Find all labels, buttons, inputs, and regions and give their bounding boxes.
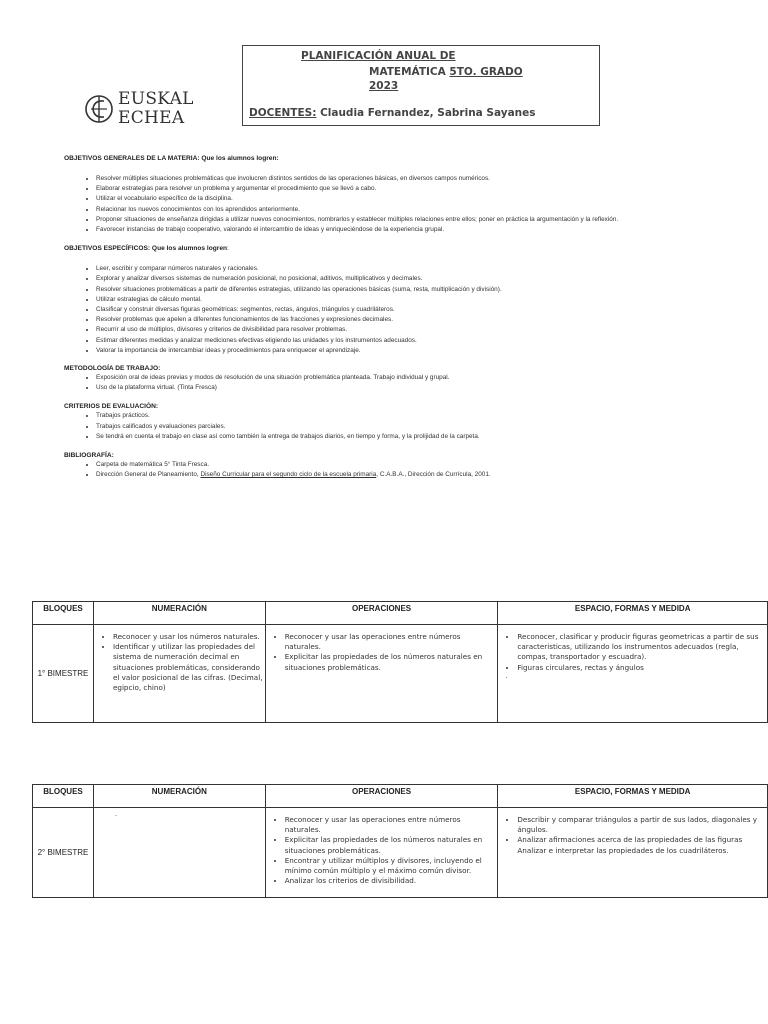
list-item: • Analizar los criterios de divisibilidad.	[285, 876, 497, 886]
col-espacio: ESPACIO, FORMAS Y MEDIDA	[498, 785, 768, 808]
header-box	[242, 45, 600, 126]
list-item: • Relacionar los nuevos conocimientos con los aprendidos anteriormente.	[96, 205, 724, 215]
school-crest-icon	[84, 92, 114, 126]
operaciones-cell	[265, 625, 498, 723]
biblio-text: , C.A.B.A., Dirección de Currícula, 2001.	[376, 471, 491, 479]
metodologia-heading: METODOLOGÍA DE TRABAJO:	[64, 365, 161, 373]
list-item: • Describir y comparar triángulos a partir de sus lados, diagonales y ángulos.	[517, 815, 766, 835]
docentes-label: DOCENTES:	[249, 107, 317, 119]
list-item: • Estimar diferentes medidas y analizar mediciones efectivas eligiendo las unidades y los instrumentos adecuados.	[96, 336, 724, 346]
trailing-dot: .	[505, 672, 508, 680]
header-title-line2	[369, 66, 523, 78]
numeracion-cell	[93, 808, 265, 898]
docentes-names: Claudia Fernandez, Sabrina Sayanes	[320, 107, 536, 119]
list-item: • Resolver problemas que apelen a diferentes funcionamientos de las fracciones y expresiones decimales.	[96, 315, 724, 325]
bibliografia-list	[64, 460, 724, 480]
list-item: • Resolver múltiples situaciones problemáticas que involucren distintos sentidos de las operaciones básicas, en diversos campos numéricos.	[96, 174, 724, 184]
list-item: • Favorecer instancias de trabajo cooperativo, valorando el intercambio de ideas y enriqueciéndose de la experiencia grupal.	[96, 225, 724, 235]
col-operaciones: OPERACIONES	[265, 785, 498, 808]
list-item: • Leer, escribir y comparar números naturales y racionales.	[96, 264, 724, 274]
espacio-cell	[498, 625, 768, 723]
table-row	[33, 625, 768, 723]
list-item: • Identificar y utilizar las propiedades del sistema de numeración decimal en situaciones problemáticas, considerando el valor posicional de las cifras. (Decimal, egipcio, chino)	[113, 642, 264, 693]
list-item: • Trabajos calificados y evaluaciones parciales.	[96, 422, 724, 432]
list-item: • Analizar afirmaciones acerca de las propiedades de las figuras Analizar e interpretar las propiedades de los cuadriláteros.	[517, 835, 766, 855]
objetivos-generales-list	[64, 174, 724, 235]
objetivos-generales-heading: OBJETIVOS GENERALES DE LA MATERIA: Que los alumnos logren:	[64, 155, 279, 162]
list-item: • Utilizar estrategias de cálculo mental.	[96, 295, 724, 305]
planning-content	[64, 155, 724, 480]
list-item: • Proponer situaciones de enseñanza dirigidas a utilizar nuevos conocimientos, nombrarlos y establecer múltiples relaciones entre ellos; poner en práctica la argumentación y la reflexión.	[96, 215, 724, 225]
list-item: • Recurrir al uso de múltiplos, divisores y criterios de divisibilidad para resolver problemas.	[96, 325, 724, 335]
header-subject: MATEMÁTICA	[369, 66, 446, 78]
biblio-title-link[interactable]: Diseño Curricular para el segundo ciclo de la escuela primaria	[200, 471, 377, 479]
espacio-cell	[498, 808, 768, 898]
list-item: • Reconocer y usar las operaciones entre números naturales.	[285, 632, 497, 652]
header-grade: 5TO. GRADO	[449, 66, 523, 78]
biblio-text: Dirección General de Planeamiento,	[96, 471, 201, 479]
header-title-line1: PLANIFICACIÓN ANUAL DE	[301, 50, 456, 62]
operaciones-cell	[265, 808, 498, 898]
list-item: • Utilizar el vocabulario específico de la disciplina.	[96, 194, 724, 204]
list-item: • Trabajos prácticos.	[96, 411, 724, 421]
list-item	[96, 470, 724, 480]
objetivos-especificos-heading-text: OBJETIVOS ESPECÍFICOS: Que los alumnos logren	[64, 245, 228, 253]
col-espacio: ESPACIO, FORMAS Y MEDIDA	[498, 602, 768, 625]
col-numeracion: NUMERACIÓN	[93, 602, 265, 625]
list-item: • Reconocer, clasificar y producir figuras geometricas a partir de sus caracteristicas, utilizando los instrumentos adecuados (regla, compas, transportador y escuadra).	[517, 632, 766, 663]
list-item: • Carpeta de matemática 5° Tinta Fresca.	[96, 460, 724, 470]
metodologia-list	[64, 373, 724, 393]
bimestre1-table	[32, 601, 768, 723]
table-header-row	[33, 602, 768, 625]
objetivos-especificos-list	[64, 264, 724, 356]
list-item: • Figuras circulares, rectas y ángulos	[517, 663, 766, 673]
col-numeracion: NUMERACIÓN	[93, 785, 265, 808]
col-bloques: BLOQUES	[33, 602, 94, 625]
numeracion-cell	[93, 625, 265, 723]
list-item: • Encontrar y utilizar múltiplos y divisores, incluyendo el mínimo común múltiplo y el máximo común divisor.	[285, 856, 497, 876]
col-bloques: BLOQUES	[33, 785, 94, 808]
bimestre-label: 2° BIMESTRE	[33, 808, 94, 898]
list-item: • Clasificar y construir diversas figuras geométricas: segmentos, rectas, ángulos, triángulos y cuadriláteros.	[96, 305, 724, 315]
heading-colon: :	[227, 245, 229, 253]
numeracion-dot: .	[114, 811, 117, 818]
logo-text-line1: EUSKAL	[118, 89, 194, 109]
bimestre2-table	[32, 784, 768, 898]
list-item: • Uso de la plataforma virtual. (Tinta Fresca)	[96, 383, 724, 393]
criterios-heading: CRITERIOS DE EVALUACIÓN:	[64, 403, 159, 411]
list-item: • Valorar la importancia de intercambiar ideas y procedimientos para enriquecer el aprendizaje.	[96, 346, 724, 356]
objetivos-especificos-heading	[64, 245, 724, 253]
list-item: • Explicitar las propiedades de los números naturales en situaciones problemáticas.	[285, 835, 497, 855]
table-header-row	[33, 785, 768, 808]
list-item: • Reconocer y usar las operaciones entre números naturales.	[285, 815, 497, 835]
bimestre-label: 1° BIMESTRE	[33, 625, 94, 723]
list-item: • Elaborar estrategias para resolver un problema y argumentar el procedimiento que se llevó a cabo.	[96, 184, 724, 194]
header-docentes	[249, 107, 536, 119]
list-item: • Explicitar las propiedades de los números naturales en situaciones problemáticas.	[285, 652, 497, 672]
header-year: 2023	[369, 80, 399, 92]
table-row	[33, 808, 768, 898]
list-item: • Explorar y analizar diversos sistemas de numeración posicional, no posicional, aditivos, multiplicativos y decimales.	[96, 274, 724, 284]
col-operaciones: OPERACIONES	[265, 602, 498, 625]
list-item: • Reconocer y usar los números naturales.	[113, 632, 264, 642]
school-logo	[84, 90, 204, 132]
logo-text-line2: ECHEA	[118, 108, 185, 128]
criterios-list	[64, 411, 724, 442]
bibliografia-heading: BIBLIOGRAFÍA:	[64, 452, 114, 460]
list-item: • Resolver situaciones problemáticas a partir de diferentes estrategias, utilizando las operaciones básicas (suma, resta, multiplicación y división).	[96, 285, 724, 295]
list-item: • Exposición oral de ideas previas y modos de resolución de una situación problemática planteada. Trabajo individual y grupal.	[96, 373, 724, 383]
list-item: • Se tendrá en cuenta el trabajo en clase así como también la entrega de trabajos diarios, en tiempo y forma, y la prolijidad de la carpeta.	[96, 432, 724, 442]
